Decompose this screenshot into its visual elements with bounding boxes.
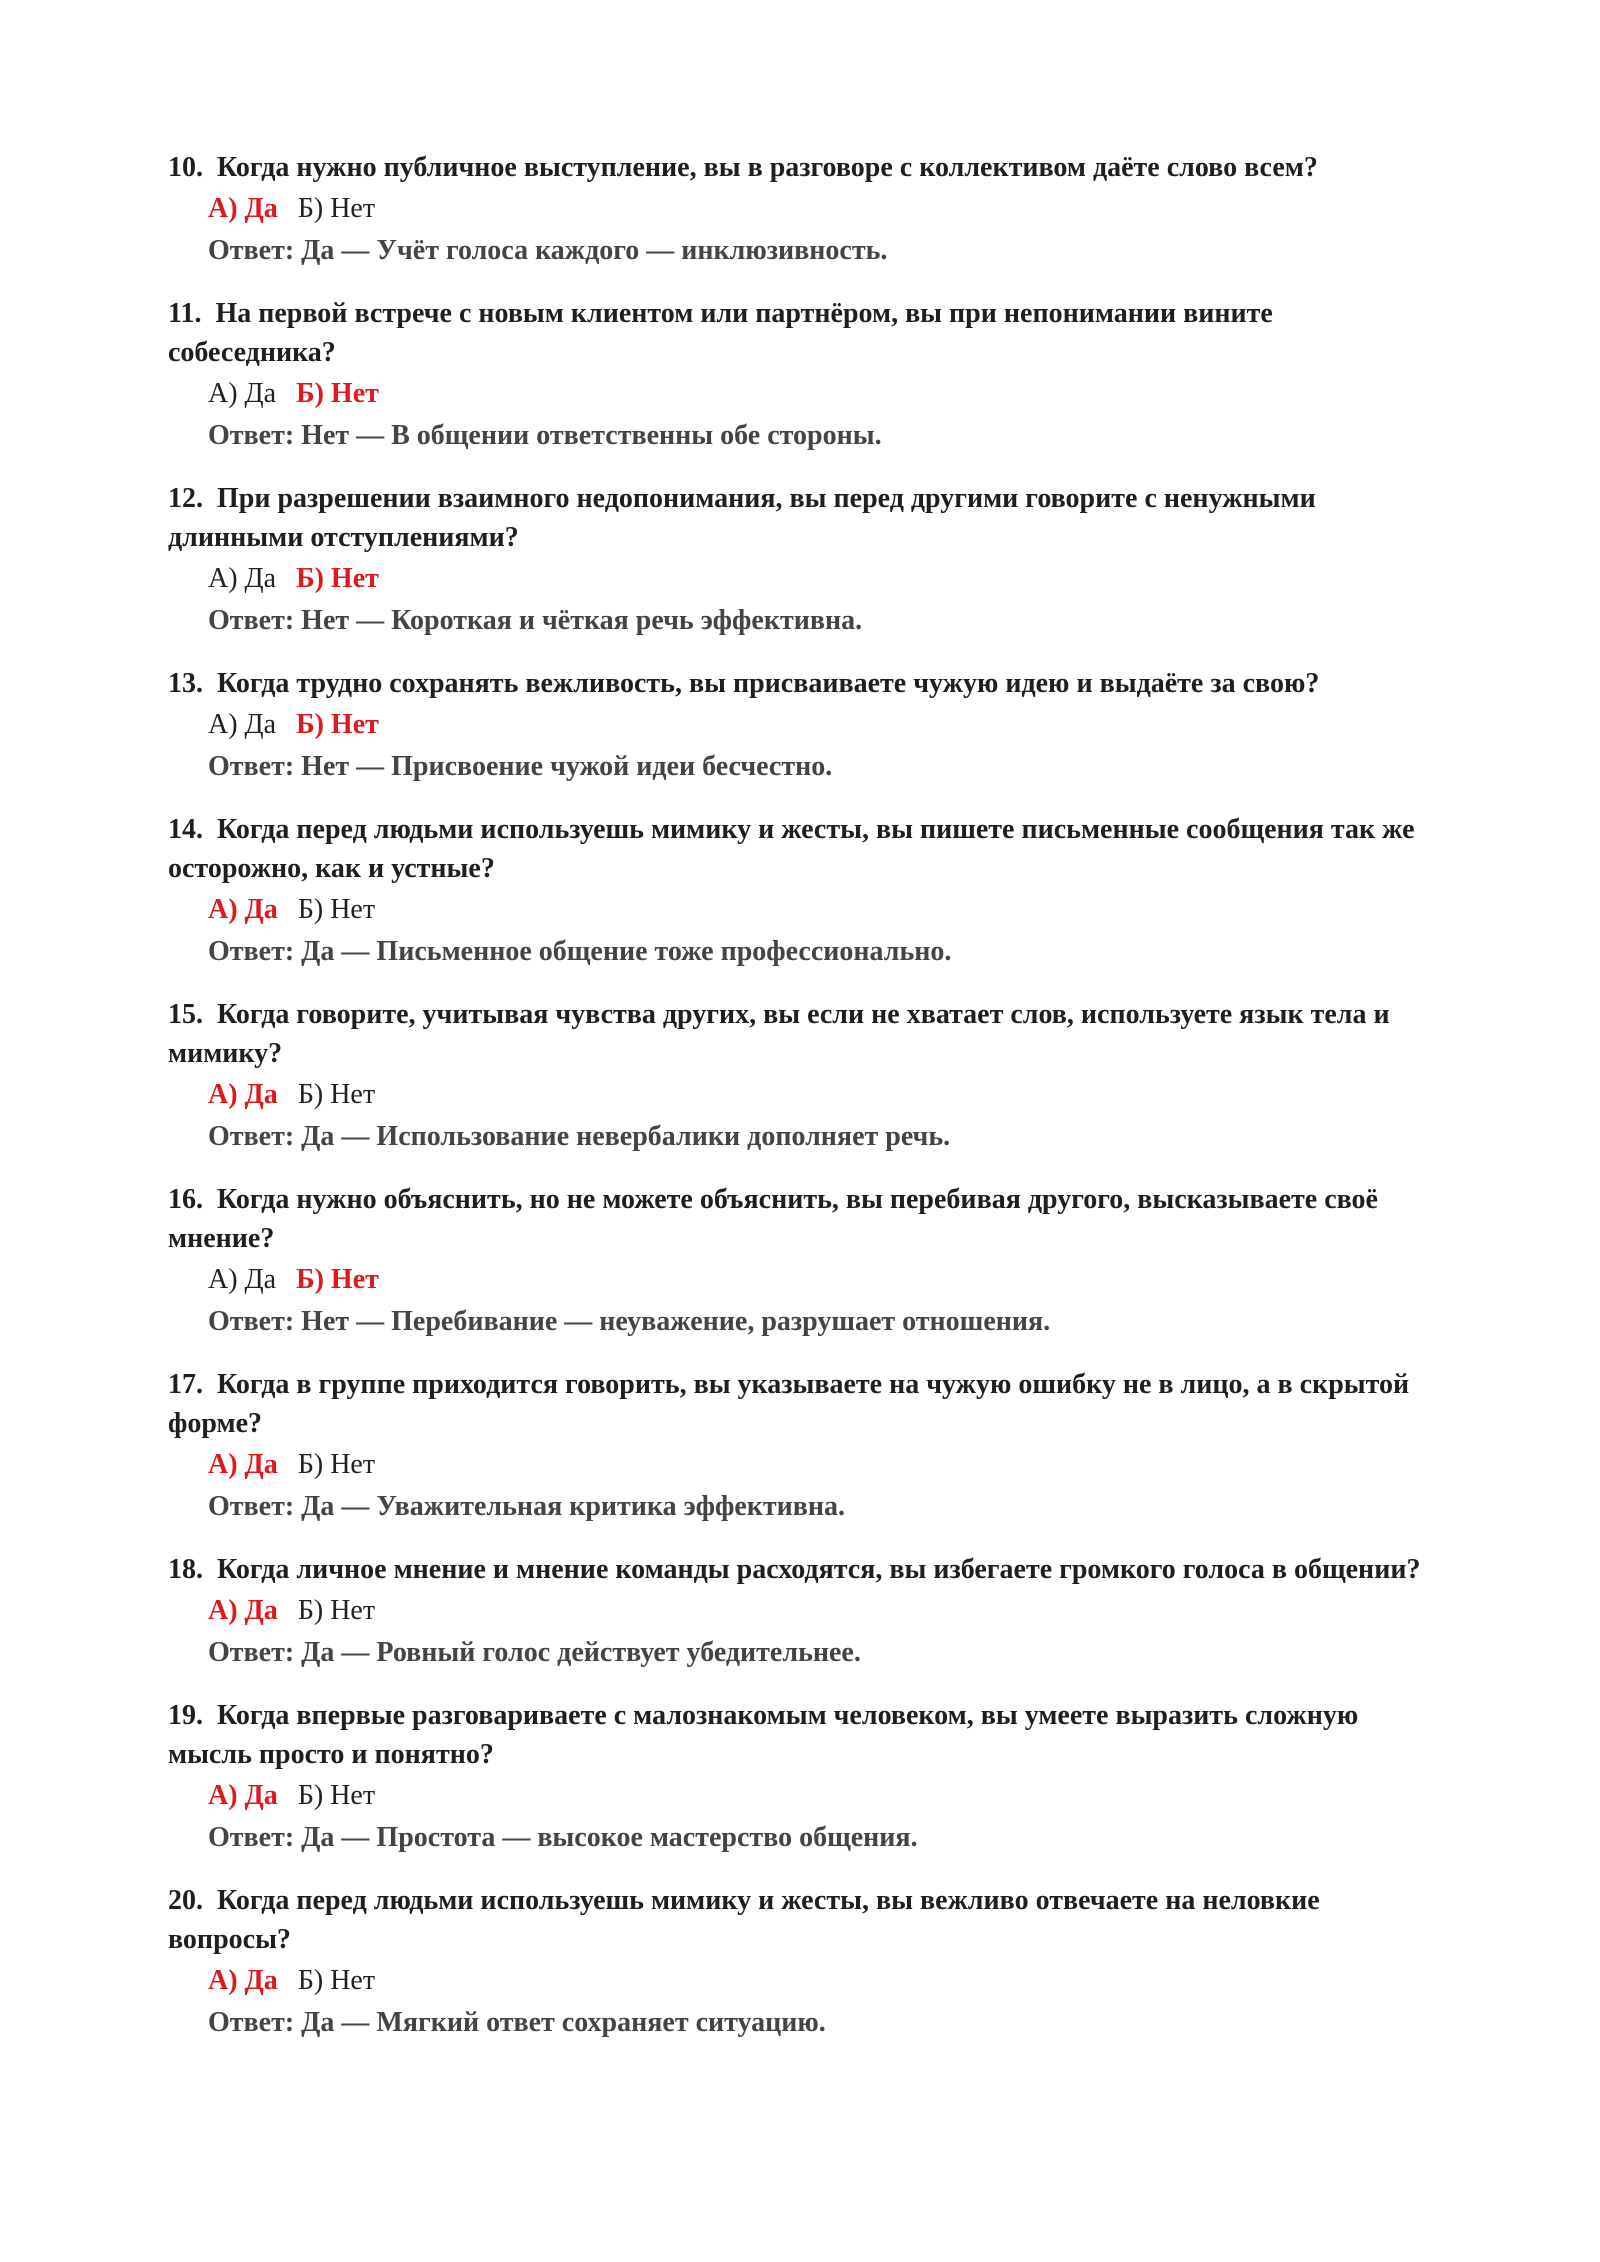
answer-options (208, 1960, 1436, 2002)
option-a: А) Да (208, 1595, 278, 1626)
option-a: А) Да (208, 1965, 278, 1996)
answer-options (208, 1775, 1436, 1817)
question-number: 11. (168, 298, 202, 329)
answer-options (208, 1259, 1436, 1301)
question-label: На первой встрече с новым клиентом или партнёром, вы при непонимании вините собеседника? (168, 298, 1273, 368)
option-a: А) Да (208, 563, 277, 594)
option-a: А) Да (208, 378, 277, 409)
question-text (168, 664, 1436, 703)
question-number: 15. (168, 999, 203, 1030)
question-item (168, 1180, 1436, 1343)
question-label: Когда личное мнение и мнение команды расходятся, вы избегаете громкого голоса в общении? (217, 1554, 1421, 1585)
answer-explanation: Ответ: Нет — Перебивание — неуважение, разрушает отношения. (208, 1306, 1051, 1337)
option-b: Б) Нет (296, 378, 379, 409)
question-number: 13. (168, 668, 203, 699)
question-item (168, 1550, 1436, 1674)
document-page (168, 148, 1436, 2066)
question-number: 10. (168, 152, 203, 183)
answer-options (208, 1444, 1436, 1486)
question-item (168, 810, 1436, 973)
answer-explanation: Ответ: Нет — Присвоение чужой идеи бесчестно. (208, 751, 833, 782)
answer-options (208, 704, 1436, 746)
option-a: А) Да (208, 1780, 278, 1811)
question-item (168, 1696, 1436, 1859)
question-text (168, 148, 1436, 187)
option-b: Б) Нет (297, 193, 376, 224)
option-a: А) Да (208, 1264, 277, 1295)
question-item (168, 479, 1436, 642)
answer-options (208, 188, 1436, 230)
question-label: Когда перед людьми используешь мимику и жесты, вы пишете письменные сообщения так же осторожно, как и устные? (168, 814, 1415, 884)
option-b: Б) Нет (296, 1264, 379, 1295)
question-number: 14. (168, 814, 203, 845)
question-text (168, 1550, 1436, 1589)
question-label: При разрешении взаимного недопонимания, вы перед другими говорите с ненужными длинными отступлениями? (168, 483, 1316, 553)
question-number: 17. (168, 1369, 203, 1400)
question-label: Когда трудно сохранять вежливость, вы присваиваете чужую идею и выдаёте за свою? (217, 668, 1320, 699)
option-b: Б) Нет (297, 1780, 376, 1811)
option-b: Б) Нет (297, 894, 376, 925)
question-item (168, 1881, 1436, 2044)
question-label: Когда в группе приходится говорить, вы указываете на чужую ошибку не в лицо, а в скрытой форме? (168, 1369, 1410, 1439)
answer-explanation: Ответ: Да — Ровный голос действует убедительнее. (208, 1637, 861, 1668)
question-text (168, 1881, 1436, 1959)
answer-explanation: Ответ: Да — Письменное общение тоже профессионально. (208, 936, 952, 967)
answer-options (208, 1074, 1436, 1116)
question-item (168, 294, 1436, 457)
question-label: Когда впервые разговариваете с малознакомым человеком, вы умеете выразить сложную мысль просто и понятно? (168, 1700, 1359, 1770)
question-text (168, 1696, 1436, 1774)
question-label: Когда говорите, учитывая чувства других, вы если не хватает слов, используете язык тела и мимику? (168, 999, 1390, 1069)
question-text (168, 810, 1436, 888)
answer-explanation: Ответ: Да — Учёт голоса каждого — инклюзивность. (208, 235, 888, 266)
question-number: 12. (168, 483, 203, 514)
question-text (168, 479, 1436, 557)
question-text (168, 294, 1436, 372)
option-b: Б) Нет (297, 1595, 376, 1626)
option-a: А) Да (208, 1449, 278, 1480)
answer-options (208, 1590, 1436, 1632)
answer-explanation: Ответ: Да — Использование невербалики дополняет речь. (208, 1121, 951, 1152)
question-number: 19. (168, 1700, 203, 1731)
answer-explanation: Ответ: Да — Мягкий ответ сохраняет ситуацию. (208, 2007, 826, 2038)
option-b: Б) Нет (296, 563, 379, 594)
answer-explanation: Ответ: Нет — Короткая и чёткая речь эффективна. (208, 605, 863, 636)
question-text (168, 995, 1436, 1073)
answer-options (208, 558, 1436, 600)
question-item (168, 995, 1436, 1158)
question-number: 16. (168, 1184, 203, 1215)
question-number: 18. (168, 1554, 203, 1585)
option-a: А) Да (208, 709, 277, 740)
option-b: Б) Нет (296, 709, 379, 740)
question-item (168, 148, 1436, 272)
option-b: Б) Нет (297, 1965, 376, 1996)
question-number: 20. (168, 1885, 203, 1916)
answer-options (208, 889, 1436, 931)
answer-explanation: Ответ: Да — Уважительная критика эффективна. (208, 1491, 846, 1522)
option-a: А) Да (208, 1079, 278, 1110)
question-label: Когда нужно публичное выступление, вы в разговоре с коллективом даёте слово всем? (217, 152, 1318, 183)
option-a: А) Да (208, 193, 278, 224)
question-text (168, 1180, 1436, 1258)
answer-options (208, 373, 1436, 415)
answer-explanation: Ответ: Нет — В общении ответственны обе стороны. (208, 420, 882, 451)
question-text (168, 1365, 1436, 1443)
option-a: А) Да (208, 894, 278, 925)
option-b: Б) Нет (297, 1449, 376, 1480)
question-label: Когда перед людьми используешь мимику и жесты, вы вежливо отвечаете на неловкие вопросы? (168, 1885, 1320, 1955)
question-label: Когда нужно объяснить, но не можете объяснить, вы перебивая другого, высказываете своё мнение? (168, 1184, 1378, 1254)
question-item (168, 664, 1436, 788)
answer-explanation: Ответ: Да — Простота — высокое мастерство общения. (208, 1822, 918, 1853)
question-item (168, 1365, 1436, 1528)
option-b: Б) Нет (297, 1079, 376, 1110)
